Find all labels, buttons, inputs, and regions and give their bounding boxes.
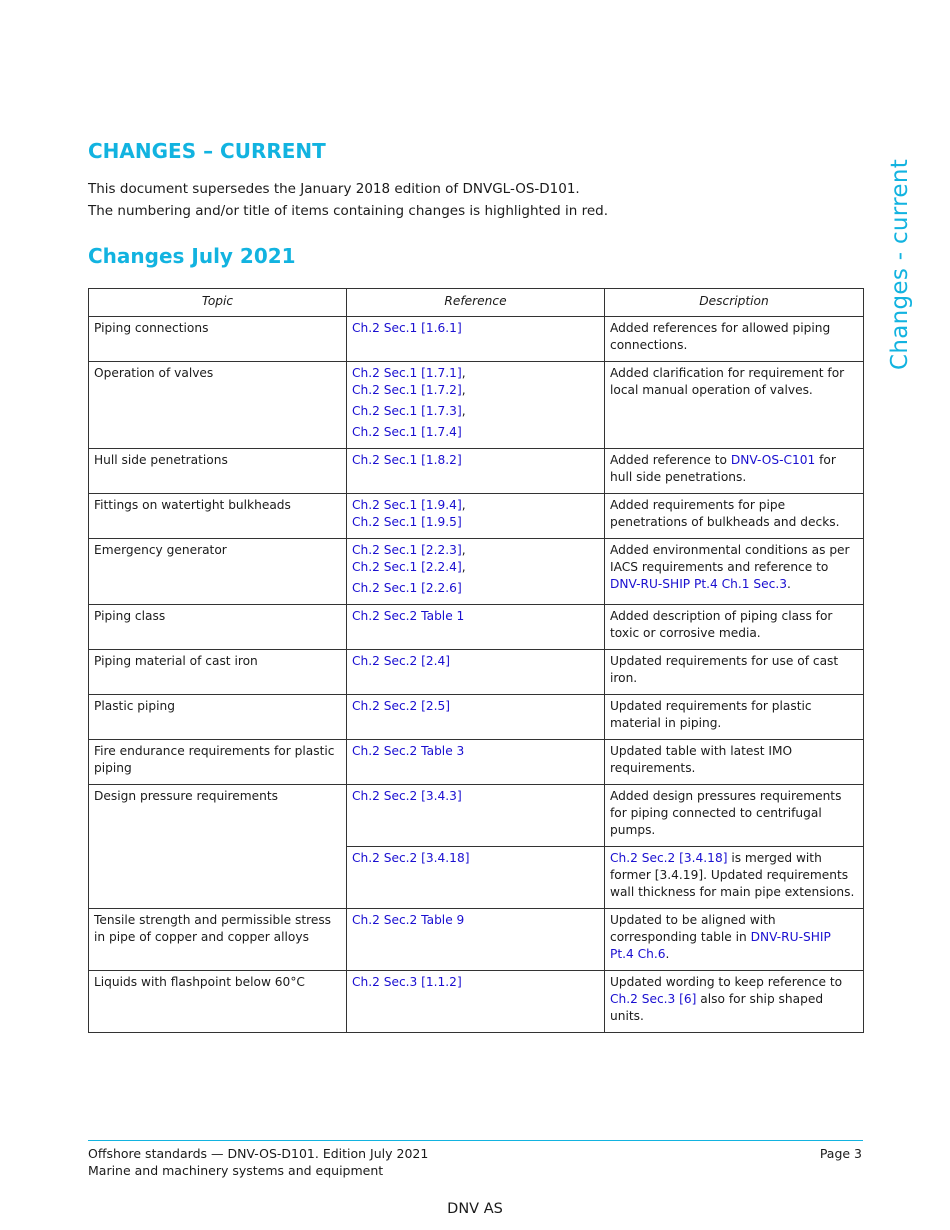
table-row (89, 909, 864, 971)
page-number: Page 3 (819, 1146, 862, 1161)
table-row (89, 362, 864, 449)
description-link[interactable]: DNV-OS-C101 (730, 453, 816, 467)
description-cell (605, 539, 864, 605)
description-cell (605, 449, 864, 494)
reference-link[interactable]: Ch.2 Sec.1 [2.2.4] (352, 560, 462, 574)
topic-cell: Fire endurance requirements for plastic piping (89, 740, 347, 785)
description-text: also for ship shaped units. (610, 992, 824, 1023)
reference-link[interactable]: Ch.2 Sec.1 [1.7.1] (352, 366, 462, 380)
topic-cell: Piping material of cast iron (89, 650, 347, 695)
reference-cell (347, 971, 605, 1033)
description-cell (605, 847, 864, 909)
footer-document-info (88, 1145, 428, 1179)
reference-cell (347, 847, 605, 909)
description-cell: Added design pressures requirements for piping connected to centrifugal pumps. (605, 785, 864, 847)
description-text: Updated wording to keep reference to (610, 975, 843, 989)
topic-cell: Operation of valves (89, 362, 347, 449)
reference-cell (347, 695, 605, 740)
reference-link[interactable]: Ch.2 Sec.1 [1.7.2] (352, 383, 462, 397)
reference-link[interactable]: Ch.2 Sec.2 [2.5] (352, 699, 451, 713)
column-header-description: Description (605, 289, 864, 317)
reference-cell: Ch.2 Sec.1 [2.2.3], Ch.2 Sec.1 [2.2.4], Ch.2 Sec.1 [2.2.6] (347, 539, 605, 605)
reference-link[interactable]: Ch.2 Sec.2 Table 3 (352, 744, 465, 758)
description-cell: Added references for allowed piping connections. (605, 317, 864, 362)
side-tab-label: Changes - current (887, 158, 913, 370)
table-row (89, 605, 864, 650)
topic-cell: Piping connections (89, 317, 347, 362)
reference-link[interactable]: Ch.2 Sec.2 [3.4.3] (352, 789, 462, 803)
footer-line: Offshore standards — DNV-OS-D101. Edition July 2021 (88, 1146, 429, 1161)
description-text: Added reference to (610, 453, 731, 467)
reference-link[interactable]: Ch.2 Sec.1 [2.2.3] (352, 543, 462, 557)
reference-cell (347, 740, 605, 785)
topic-cell: Liquids with flashpoint below 60°C (89, 971, 347, 1033)
column-header-reference: Reference (347, 289, 605, 317)
topic-cell: Tensile strength and permissible stress in pipe of copper and copper alloys (89, 909, 347, 971)
table-row (89, 449, 864, 494)
topic-cell: Piping class (89, 605, 347, 650)
description-cell (605, 909, 864, 971)
reference-link[interactable]: Ch.2 Sec.1 [2.2.6] (352, 581, 462, 595)
description-link[interactable]: Ch.2 Sec.3 [6] (610, 992, 697, 1006)
description-cell (605, 971, 864, 1033)
table-header-row (89, 289, 864, 317)
reference-cell (347, 785, 605, 847)
footer-divider (88, 1140, 863, 1141)
reference-cell (347, 605, 605, 650)
description-link[interactable]: DNV-RU-SHIP Pt.4 Ch.6 (610, 930, 831, 961)
reference-link[interactable]: Ch.2 Sec.2 Table 1 (352, 609, 465, 623)
topic-cell: Design pressure requirements (89, 785, 347, 909)
page-title: CHANGES – CURRENT (88, 139, 326, 163)
description-text: Added environmental conditions as per IACS requirements and reference to (610, 543, 850, 574)
reference-link[interactable]: Ch.2 Sec.1 [1.7.3] (352, 404, 462, 418)
description-cell: Added description of piping class for toxic or corrosive media. (605, 605, 864, 650)
reference-cell (347, 317, 605, 362)
topic-cell: Hull side penetrations (89, 449, 347, 494)
reference-link[interactable]: Ch.2 Sec.2 Table 9 (352, 913, 465, 927)
description-link[interactable]: DNV-RU-SHIP Pt.4 Ch.1 Sec.3 (610, 577, 787, 591)
reference-link[interactable]: Ch.2 Sec.2 [3.4.18] (352, 851, 470, 865)
description-cell: Added requirements for pipe penetrations of bulkheads and decks. (605, 494, 864, 539)
reference-cell (347, 449, 605, 494)
footer-line: Marine and machinery systems and equipment (88, 1163, 384, 1178)
description-cell: Updated requirements for use of cast iron. (605, 650, 864, 695)
table-row (89, 494, 864, 539)
section-heading: Changes July 2021 (88, 244, 296, 268)
description-link[interactable]: Ch.2 Sec.2 [3.4.18] (610, 851, 728, 865)
table-row (89, 740, 864, 785)
company-name: DNV AS (447, 1201, 503, 1217)
table-row (89, 971, 864, 1033)
description-text: Updated to be aligned with corresponding table in (610, 913, 776, 944)
description-text: . (665, 947, 670, 961)
intro-line: The numbering and/or title of items containing changes is highlighted in red. (88, 202, 609, 219)
reference-link[interactable]: Ch.2 Sec.1 [1.9.5] (352, 515, 462, 529)
reference-link[interactable]: Ch.2 Sec.1 [1.7.4] (352, 425, 462, 439)
table-row (89, 695, 864, 740)
table-row (89, 650, 864, 695)
description-cell: Updated table with latest IMO requirements. (605, 740, 864, 785)
intro-line: This document supersedes the January 2018 edition of DNVGL-OS-D101. (88, 181, 580, 197)
intro-paragraph (88, 179, 788, 222)
reference-cell (347, 909, 605, 971)
topic-cell: Fittings on watertight bulkheads (89, 494, 347, 539)
column-header-topic: Topic (89, 289, 347, 317)
reference-link[interactable]: Ch.2 Sec.3 [1.1.2] (352, 975, 462, 989)
topic-cell: Plastic piping (89, 695, 347, 740)
description-text: is merged with former [3.4.19]. Updated requirements wall thickness for main pipe extensions. (610, 851, 855, 899)
reference-cell: Ch.2 Sec.1 [1.9.4], Ch.2 Sec.1 [1.9.5] (347, 494, 605, 539)
changes-table (88, 288, 864, 1033)
description-cell: Updated requirements for plastic material in piping. (605, 695, 864, 740)
reference-cell: Ch.2 Sec.1 [1.7.1], Ch.2 Sec.1 [1.7.2], Ch.2 Sec.1 [1.7.3], Ch.2 Sec.1 [1.7.4] (347, 362, 605, 449)
description-cell: Added clarification for requirement for local manual operation of valves. (605, 362, 864, 449)
reference-link[interactable]: Ch.2 Sec.1 [1.8.2] (352, 453, 462, 467)
table-row (89, 317, 864, 362)
description-text: . (786, 577, 791, 591)
description-text: for hull side penetrations. (610, 453, 836, 484)
table-row (89, 785, 864, 847)
reference-link[interactable]: Ch.2 Sec.1 [1.9.4] (352, 498, 462, 512)
reference-link[interactable]: Ch.2 Sec.2 [2.4] (352, 654, 451, 668)
table-row (89, 539, 864, 605)
reference-cell (347, 650, 605, 695)
topic-cell: Emergency generator (89, 539, 347, 605)
reference-link[interactable]: Ch.2 Sec.1 [1.6.1] (352, 321, 462, 335)
